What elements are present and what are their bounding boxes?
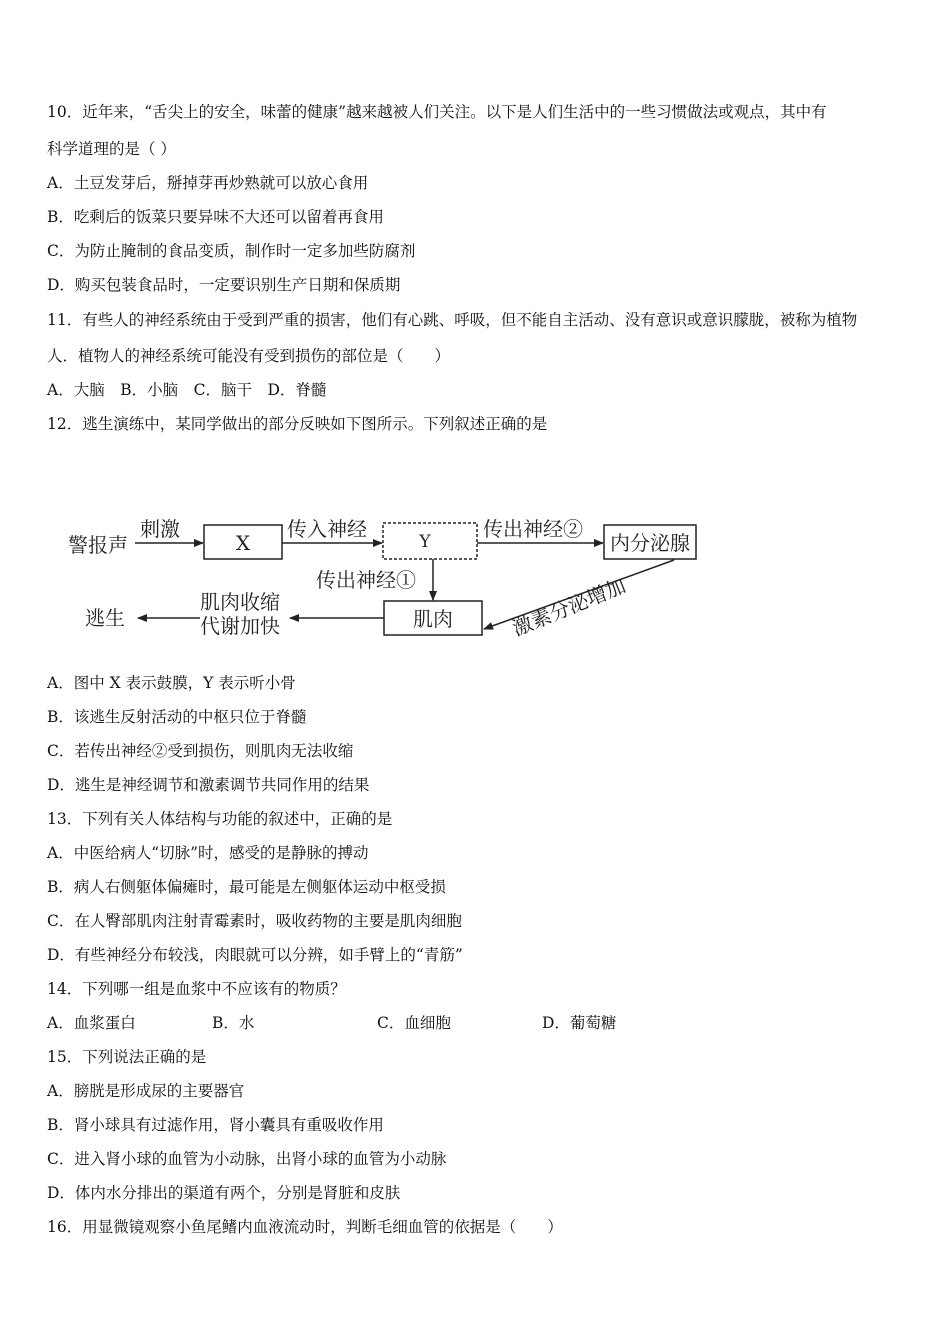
reflex-diagram (60, 505, 710, 645)
q15-option-c: C．进入肾小球的血管为小动脉，出肾小球的血管为小动脉 (47, 1150, 447, 1168)
q10-option-a: A．土豆发芽后，掰掉芽再炒熟就可以放心食用 (47, 174, 369, 192)
q14-stem: 14．下列哪一组是血浆中不应该有的物质？ (47, 980, 346, 998)
q10-stem-line-1: 10．近年来，“舌尖上的安全，味蕾的健康”越来越被人们关注。以下是人们生活中的一些习惯做法或观点，其中有 (47, 103, 827, 121)
q12-option-b: B．该逃生反射活动的中枢只位于脊髓 (47, 708, 307, 726)
label-endocrine: 内分泌腺 (610, 531, 690, 555)
q12-stem: 12．逃生演练中，某同学做出的部分反映如下图所示。下列叙述正确的是 (47, 415, 548, 433)
q15-stem: 15．下列说法正确的是 (47, 1048, 207, 1066)
q16-stem: 16．用显微镜观察小鱼尾鳍内血液流动时，判断毛细血管的依据是（ ） (47, 1218, 563, 1236)
q11-stem-line-1: 11．有些人的神经系统由于受到严重的损害，他们有心跳、呼吸，但不能自主活动、没有意识或意识朦胧，被称为植物 (47, 311, 858, 329)
q12-option-d: D．逃生是神经调节和激素调节共同作用的结果 (47, 776, 370, 794)
label-hormone: 激素分泌增加 (508, 573, 630, 641)
q13-option-c: C．在人臀部肌肉注射青霉素时，吸收药物的主要是肌肉细胞 (47, 912, 462, 930)
q11-options: A．大脑 B．小脑 C．脑干 D．脊髓 (47, 381, 327, 399)
q13-option-b: B．病人右侧躯体偏瘫时，最可能是左侧躯体运动中枢受损 (47, 878, 446, 896)
label-escape: 逃生 (85, 606, 125, 630)
label-stimulus: 刺激 (140, 517, 180, 541)
q10-stem-line-2: 科学道理的是（ ） (47, 140, 176, 158)
q14-option-c: C．血细胞 (377, 1014, 451, 1032)
q12-option-a: A．图中 X 表示鼓膜，Y 表示听小骨 (47, 674, 296, 692)
q11-stem-line-2: 人．植物人的神经系统可能没有受到损伤的部位是（ ） (47, 347, 451, 365)
q13-stem: 13．下列有关人体结构与功能的叙述中，正确的是 (47, 810, 393, 828)
label-muscle: 肌肉 (413, 607, 453, 631)
q10-option-c: C．为防止腌制的食品变质，制作时一定多加些防腐剂 (47, 242, 416, 260)
q13-option-d: D．有些神经分布较浅，肉眼就可以分辨，如手臂上的“青筋” (47, 946, 463, 964)
q15-option-d: D．体内水分排出的渠道有两个，分别是肾脏和皮肤 (47, 1184, 401, 1202)
label-box-x: X (235, 531, 251, 555)
label-alarm: 警报声 (68, 533, 128, 557)
q15-option-a: A．膀胱是形成尿的主要器官 (47, 1082, 245, 1100)
q14-option-d: D．葡萄糖 (542, 1014, 617, 1032)
q14-option-a: A．血浆蛋白 (47, 1014, 136, 1032)
q10-option-b: B．吃剩后的饭菜只要异味不大还可以留着再食用 (47, 208, 384, 226)
label-box-y: Y (419, 532, 431, 552)
label-contract-1: 肌肉收缩 (200, 590, 280, 614)
q10-option-d: D．购买包装食品时，一定要识别生产日期和保质期 (47, 276, 401, 294)
label-efferent-1: 传出神经① (316, 568, 416, 592)
label-contract-2: 代谢加快 (200, 614, 280, 638)
label-efferent-2: 传出神经② (483, 517, 583, 541)
q12-option-c: C．若传出神经②受到损伤，则肌肉无法收缩 (47, 742, 354, 760)
label-afferent: 传入神经 (287, 517, 367, 541)
q13-option-a: A．中医给病人“切脉”时，感受的是静脉的搏动 (47, 844, 369, 862)
q14-option-b: B．水 (212, 1014, 255, 1032)
q15-option-b: B．肾小球具有过滤作用，肾小囊具有重吸收作用 (47, 1116, 384, 1134)
